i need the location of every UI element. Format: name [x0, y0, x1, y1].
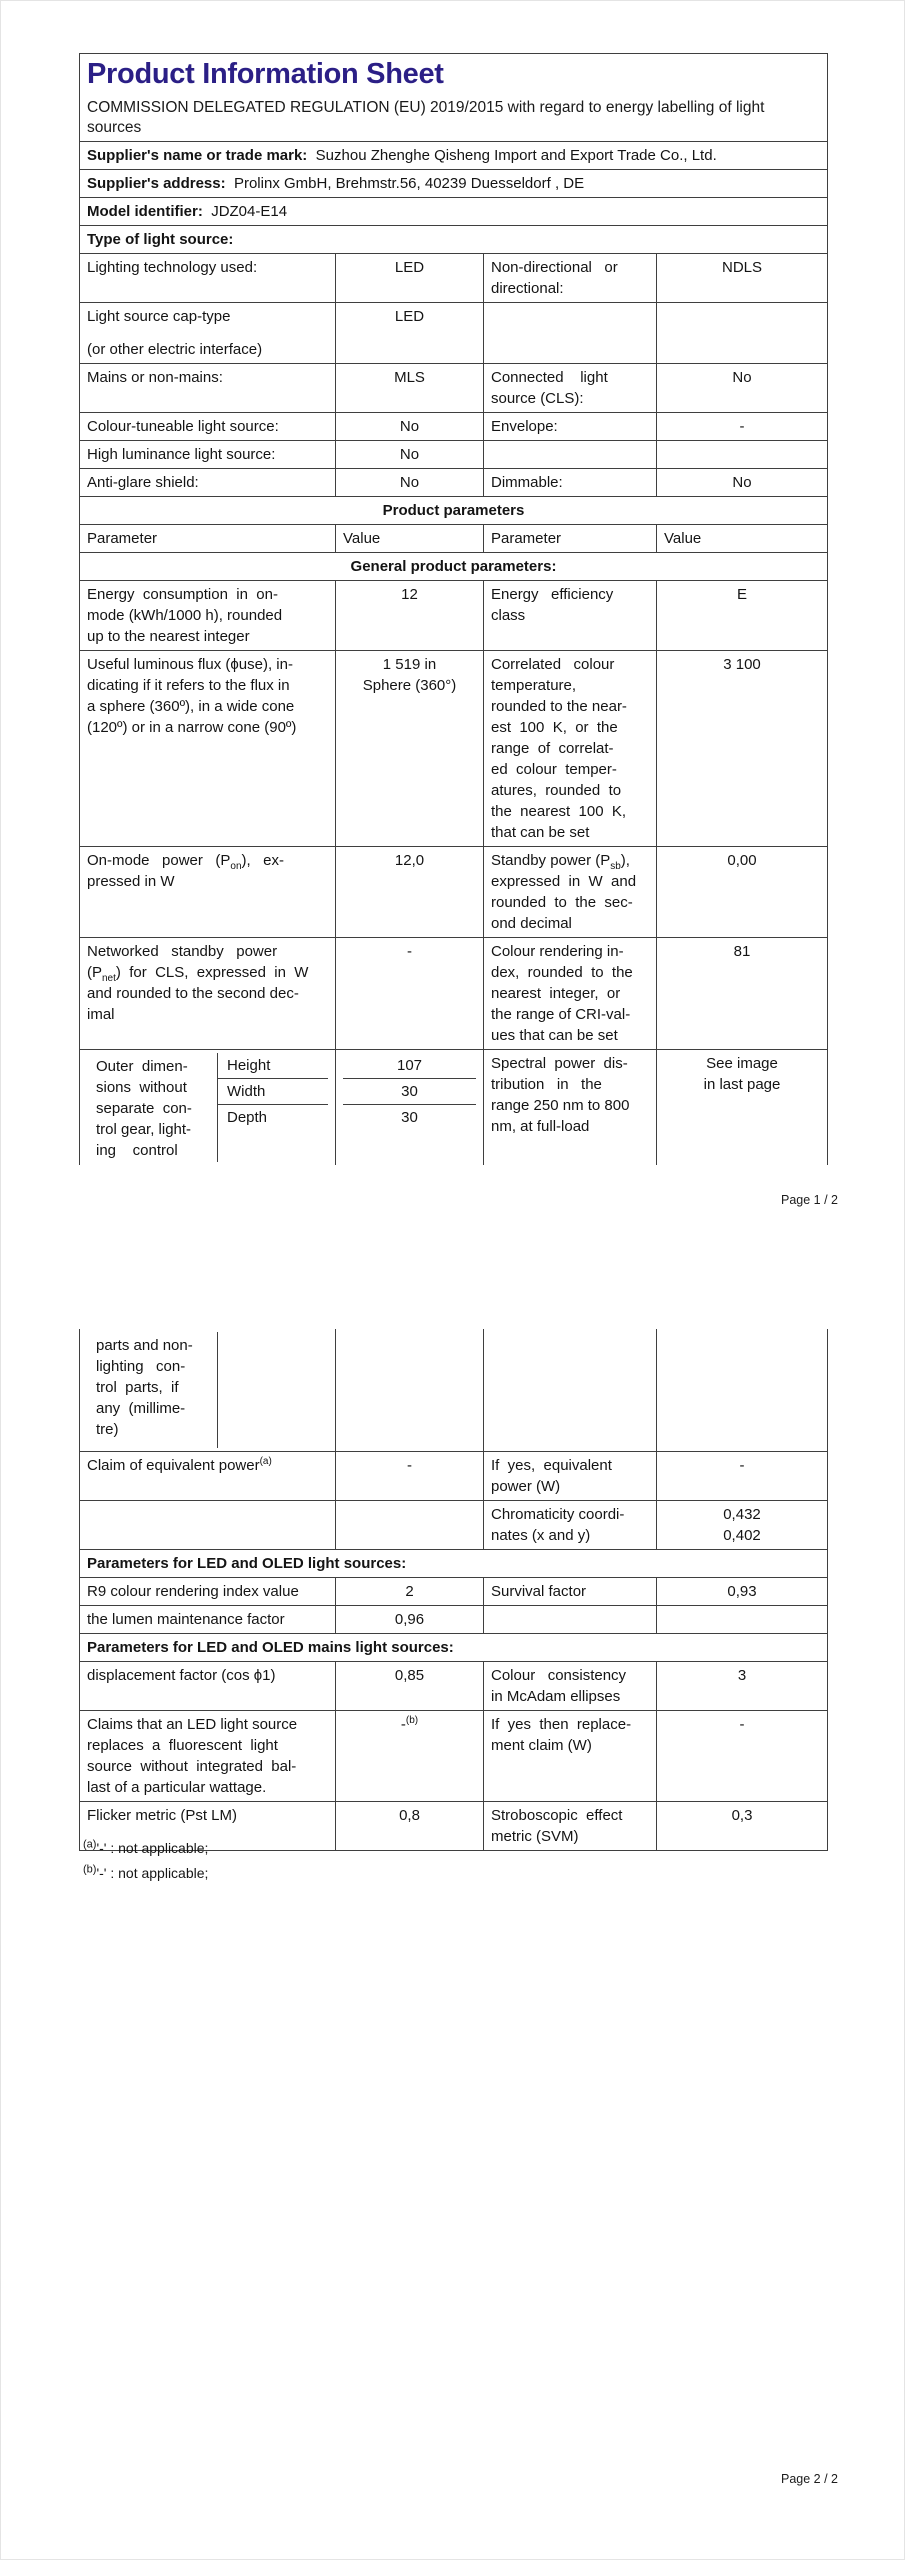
field-row-cell	[80, 226, 828, 254]
outer-dimensions-cell	[80, 1050, 336, 1166]
table-row	[80, 651, 828, 847]
param-cell	[484, 441, 657, 469]
value-cell: MLS	[336, 364, 484, 413]
value-cell: E	[657, 581, 828, 651]
value-cell: See image in last page	[657, 1050, 828, 1166]
value-cell: 81	[657, 938, 828, 1050]
param-cell: Stroboscopic effect metric (SVM)	[484, 1802, 657, 1851]
page-1-footer: Page 1 / 2	[781, 1193, 838, 1207]
field-value: Prolinx GmbH, Brehmstr.56, 40239 Duesseldorf , DE	[233, 175, 585, 192]
value-cell	[336, 1050, 484, 1166]
dims-keys	[218, 1053, 328, 1162]
param-cell: Anti-glare shield:	[80, 469, 336, 497]
field-label: Type of light source:	[87, 231, 234, 248]
table-row	[80, 497, 828, 525]
product-info-table-page-1	[79, 53, 828, 1165]
value-cell	[336, 1501, 484, 1550]
param-cell: Spectral power dis- tribution in the range 250 nm to 800 nm, at full-load	[484, 1050, 657, 1166]
table-row	[80, 553, 828, 581]
table-row	[80, 198, 828, 226]
section-banner: Parameters for LED and OLED light sources:	[80, 1550, 828, 1578]
param-cell: Colour consistency in McAdam ellipses	[484, 1662, 657, 1711]
value-cell: 1 519 in Sphere (360°)	[336, 651, 484, 847]
table-row	[80, 847, 828, 938]
product-info-table-page-2	[79, 1329, 828, 1851]
value-cell: -	[657, 1452, 828, 1501]
table-row	[80, 581, 828, 651]
doc-subtitle: COMMISSION DELEGATED REGULATION (EU) 2019/2015 with regard to energy labelling of light sources	[87, 99, 765, 136]
value-cell: 0,85	[336, 1662, 484, 1711]
param-cell: Colour-tuneable light source:	[80, 413, 336, 441]
param-cell: the lumen maintenance factor	[80, 1606, 336, 1634]
section-banner: Parameters for LED and OLED mains light sources:	[80, 1634, 828, 1662]
table-row	[80, 1452, 828, 1501]
table-row	[80, 142, 828, 170]
dims-label: parts and non- lighting con- trol parts, if any (millime- tre)	[87, 1332, 218, 1448]
value-cell: NDLS	[657, 254, 828, 303]
table-row	[80, 303, 828, 364]
table-row	[80, 1578, 828, 1606]
table-row	[80, 1501, 828, 1550]
value-cell: LED	[336, 254, 484, 303]
table-row	[80, 469, 828, 497]
table-row	[80, 1711, 828, 1802]
dims-keys	[218, 1332, 328, 1448]
value-cell: 0,432 0,402	[657, 1501, 828, 1550]
footnote: $^{(a)}$'-' : not applicable;	[83, 1838, 209, 1856]
table-row	[80, 441, 828, 469]
value-cell: LED	[336, 303, 484, 364]
field-row-cell	[80, 142, 828, 170]
column-header: Value	[657, 525, 828, 553]
value-cell: No	[336, 441, 484, 469]
dim-key: Depth	[227, 1109, 268, 1126]
value-cell: 3	[657, 1662, 828, 1711]
field-value: Suzhou Zhenghe Qisheng Import and Export Trade Co., Ltd.	[315, 147, 717, 164]
table-row	[80, 1662, 828, 1711]
dim-key: Width	[218, 1079, 328, 1105]
footnote: $^{(b)}$'-' : not applicable;	[83, 1863, 209, 1881]
column-header: Parameter	[80, 525, 336, 553]
param-cell: High luminance light source:	[80, 441, 336, 469]
value-cell: No	[336, 413, 484, 441]
field-label: Model identifier:	[87, 203, 203, 220]
param-cell: Connected light source (CLS):	[484, 364, 657, 413]
param-cell	[484, 1329, 657, 1452]
param-cell: Claim of equivalent power$^{(a)}$	[80, 1452, 336, 1501]
param-cell: If yes then replace- ment claim (W)	[484, 1711, 657, 1802]
field-row-cell	[80, 198, 828, 226]
table-row	[80, 938, 828, 1050]
value-cell: 0,96	[336, 1606, 484, 1634]
param-cell: Colour rendering in- dex, rounded to the nearest integer, or the range of CRI-val- ues that can be set	[484, 938, 657, 1050]
value-cell: -	[336, 938, 484, 1050]
table-row	[80, 254, 828, 303]
value-cell: 2	[336, 1578, 484, 1606]
table-row	[80, 413, 828, 441]
dim-value: 30	[401, 1109, 418, 1126]
value-cell: 0,3	[657, 1802, 828, 1851]
value-cell: 0,8	[336, 1802, 484, 1851]
dim-value: 30	[343, 1079, 476, 1105]
value-cell: 3 100	[657, 651, 828, 847]
title-cell	[80, 54, 828, 142]
param-cell	[484, 1606, 657, 1634]
param-cell: Flicker metric (Pst LM)	[80, 1802, 336, 1851]
field-row-cell	[80, 170, 828, 198]
table-row	[80, 1050, 828, 1166]
param-cell: Dimmable:	[484, 469, 657, 497]
param-cell: Light source cap-type (or other electric interface)	[80, 303, 336, 364]
param-cell: Correlated colour temperature, rounded to the near- est 100 K, or the range of correlat- ed colour temper- atures, rounded to the nearest 100 K, that can be set	[484, 651, 657, 847]
dim-value: 107	[343, 1053, 476, 1079]
column-header: Parameter	[484, 525, 657, 553]
param-cell: Chromaticity coordi- nates (x and y)	[484, 1501, 657, 1550]
param-cell: Energy efficiency class	[484, 581, 657, 651]
param-cell: Lighting technology used:	[80, 254, 336, 303]
value-cell: No	[657, 469, 828, 497]
field-label: Supplier's name or trade mark:	[87, 147, 308, 164]
page-2-footer: Page 2 / 2	[781, 2472, 838, 2486]
value-cell	[657, 303, 828, 364]
param-cell: If yes, equivalent power (W)	[484, 1452, 657, 1501]
value-cell	[657, 441, 828, 469]
dims-label: Outer dimen- sions without separate con- trol gear, light- ing control	[87, 1053, 218, 1162]
value-cell: -	[336, 1452, 484, 1501]
param-cell: On-mode power $(P_{on})$, ex- pressed in W	[80, 847, 336, 938]
param-cell: R9 colour rendering index value	[80, 1578, 336, 1606]
param-cell: Envelope:	[484, 413, 657, 441]
value-cell: -	[657, 413, 828, 441]
field-label: Supplier's address:	[87, 175, 226, 192]
table-row	[80, 54, 828, 142]
table-row	[80, 226, 828, 254]
table-row	[80, 1634, 828, 1662]
footnotes	[83, 1840, 583, 1890]
value-cell: No	[336, 469, 484, 497]
dim-key: Height	[218, 1053, 328, 1079]
param-cell: Energy consumption in on- mode (kWh/1000 h), rounded up to the nearest integer	[80, 581, 336, 651]
param-cell	[80, 1501, 336, 1550]
param-cell: displacement factor (cos ϕ1)	[80, 1662, 336, 1711]
param-cell	[484, 303, 657, 364]
value-cell	[336, 1329, 484, 1452]
value-cell: No	[657, 364, 828, 413]
param-cell: Useful luminous flux (ϕuse), in- dicating if it refers to the flux in a sphere (360º), in a wide cone (120º) or in a narrow cone (90º)	[80, 651, 336, 847]
table-row	[80, 525, 828, 553]
field-value: JDZ04-E14	[211, 203, 288, 220]
param-cell: Networked standby power $(P_{net})$ for CLS, expressed in W and rounded to the second dec- imal	[80, 938, 336, 1050]
value-cell: 12,0	[336, 847, 484, 938]
param-cell: Standby power $(P_{sb})$, expressed in W and rounded to the sec- ond decimal	[484, 847, 657, 938]
page-title: Product Information Sheet	[87, 58, 444, 90]
value-cell	[657, 1606, 828, 1634]
value-cell: 12	[336, 581, 484, 651]
table-row	[80, 364, 828, 413]
value-cell: -	[657, 1711, 828, 1802]
value-cell: 0,00	[657, 847, 828, 938]
param-cell: Mains or non-mains:	[80, 364, 336, 413]
table-row	[80, 1606, 828, 1634]
section-banner: General product parameters:	[80, 553, 828, 581]
outer-dimensions-cell	[80, 1329, 336, 1452]
param-cell: Claims that an LED light source replaces a fluorescent light source without integrated bal- last of a particular wattage.	[80, 1711, 336, 1802]
param-cell: Survival factor	[484, 1578, 657, 1606]
column-header: Value	[336, 525, 484, 553]
section-banner: Product parameters	[80, 497, 828, 525]
value-cell: 0,93	[657, 1578, 828, 1606]
value-cell	[657, 1329, 828, 1452]
table-row	[80, 1550, 828, 1578]
table-row	[80, 170, 828, 198]
value-cell: -$^{(b)}$	[336, 1711, 484, 1802]
param-cell: Non-directional or directional:	[484, 254, 657, 303]
table-row	[80, 1329, 828, 1452]
